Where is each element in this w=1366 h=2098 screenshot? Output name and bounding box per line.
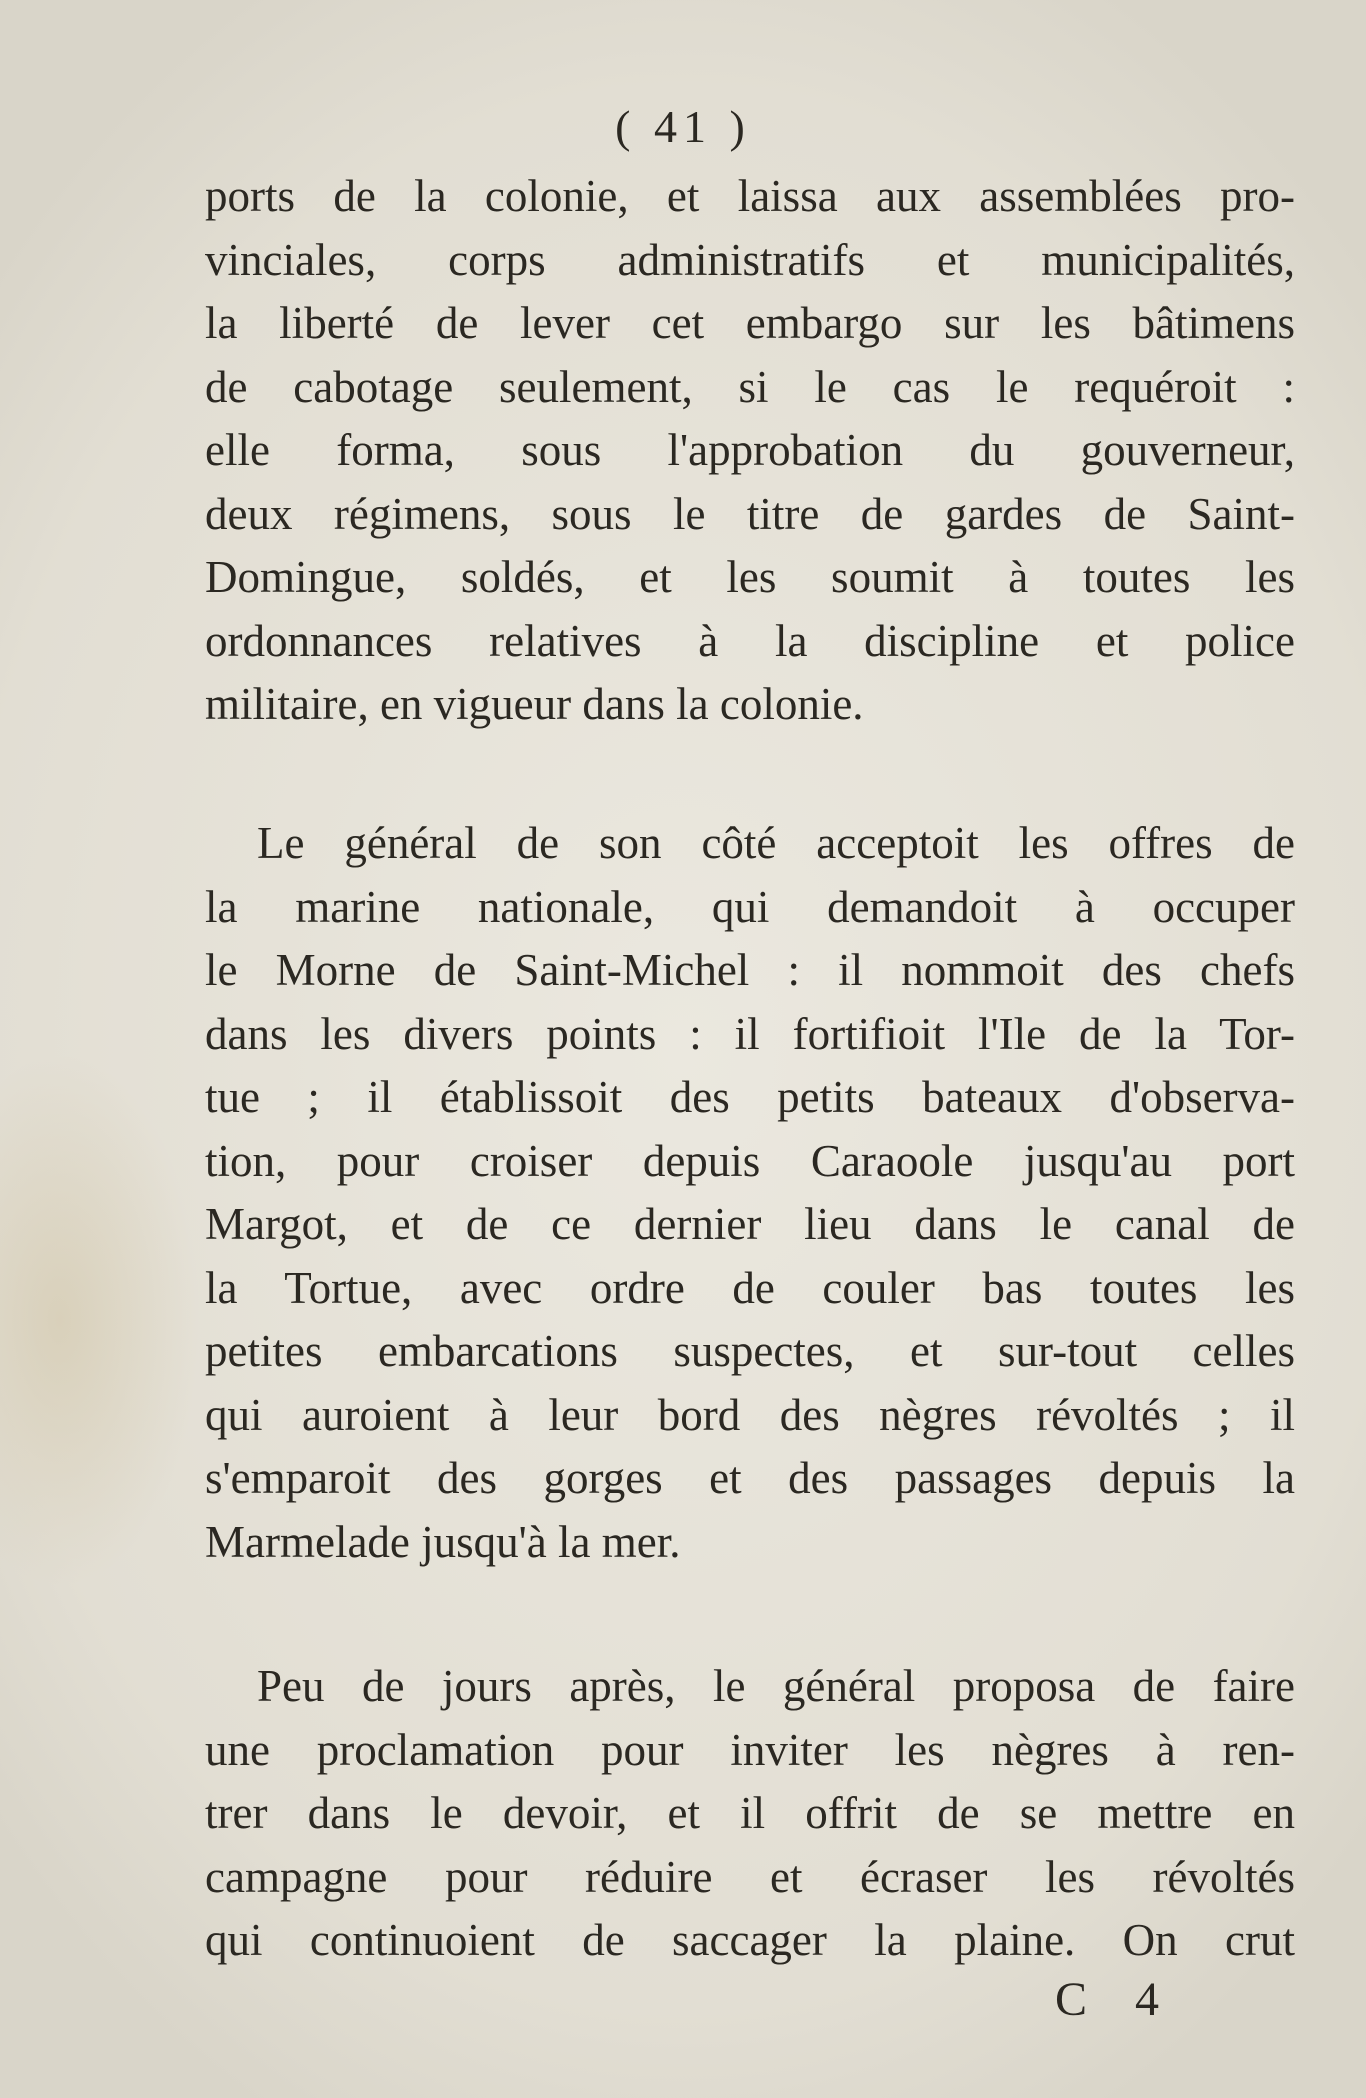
text-line: ordonnances relatives à la discipline et police [205,615,1295,666]
text-line: Peu de jours après, le général proposa de faire [257,1661,1295,1711]
text-line: campagne pour réduire et écraser les révoltés [205,1851,1295,1902]
text-line: Domingue, soldés, et les soumit à toutes les [205,552,1295,602]
paragraph-3 [205,1655,1295,1973]
text-line: petites embarcations suspectes, et sur-tout celles [205,1326,1295,1376]
page-number: ( 41 ) [615,101,751,152]
text-line: deux régimens, sous le titre de gardes de Saint- [205,488,1295,539]
text-line: tion, pour croiser depuis Caraoole jusqu'au port [205,1135,1295,1186]
text-line: trer dans le devoir, et il offrit de se mettre en [205,1788,1295,1838]
text-line: la liberté de lever cet embargo sur les bâtimens [205,298,1295,348]
signature-mark: C 4 [1055,1973,1178,2026]
text-line: s'emparoit des gorges et des passages depuis la [205,1453,1295,1503]
text-line: le Morne de Saint-Michel : il nommoit des chefs [205,945,1295,995]
text-line: une proclamation pour inviter les nègres à ren- [205,1724,1295,1775]
paragraph-1 [205,165,1295,737]
text-line: Marmelade jusqu'à la mer. [205,1516,681,1567]
text-line: la marine nationale, qui demandoit à occuper [205,881,1295,932]
text-line: vinciales, corps administratifs et municipalités, [205,234,1295,285]
paragraph-2 [205,812,1295,1574]
text-line: militaire, en vigueur dans la colonie. [205,679,864,729]
text-line: Margot, et de ce dernier lieu dans le canal de [205,1199,1295,1249]
text-line: de cabotage seulement, si le cas le requéroit : [205,361,1295,412]
text-line: la Tortue, avec ordre de couler bas toutes les [205,1262,1295,1313]
text-line: tue ; il établissoit des petits bateaux d'observa- [205,1072,1295,1122]
text-line: Le général de son côté acceptoit les offres de [257,818,1295,868]
text-line: dans les divers points : il fortifioit l'Ile de la Tor- [205,1008,1295,1059]
text-line: qui auroient à leur bord des nègres révoltés ; il [205,1389,1295,1440]
text-line: ports de la colonie, et laissa aux assemblées pro- [205,171,1295,221]
text-line: qui continuoient de saccager la plaine. On crut [205,1915,1295,1965]
text-line: elle forma, sous l'approbation du gouverneur, [205,425,1295,475]
